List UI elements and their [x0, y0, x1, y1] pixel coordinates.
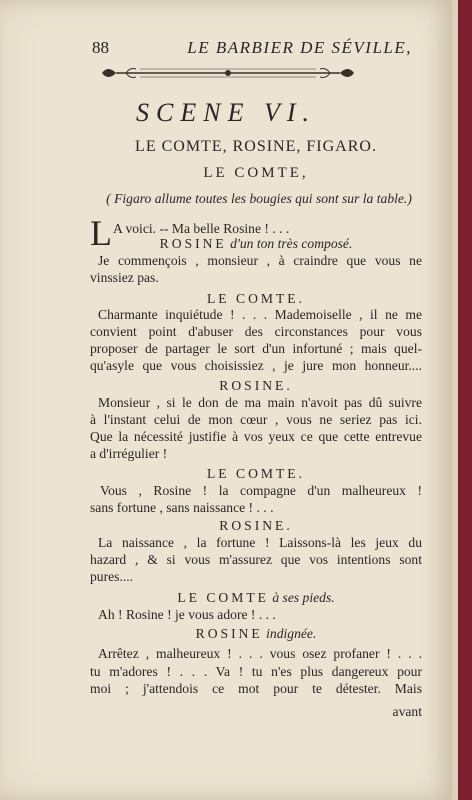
cast-line: LE COMTE, ROSINE, FIGARO. — [135, 138, 377, 155]
catchword: avant — [392, 704, 422, 719]
speaker-name: ROSINE — [195, 626, 263, 641]
speaker-le-comte: LE COMTE, — [203, 165, 309, 181]
dialogue-line: La naissance , la fortune ! Laissons-là les jeux du — [98, 535, 422, 550]
dialogue-line: qu'asyle que vous choisissiez , je jure mon honneur.... — [90, 358, 422, 373]
running-title: LE BARBIER DE SÉVILLE, — [187, 38, 412, 57]
speaker-le-comte: LE COMTE. — [207, 291, 305, 306]
ornament-rule — [100, 64, 356, 82]
speaker-le-comte — [90, 589, 422, 606]
dialogue-line: Que la nécessité justifie à vos yeux ce que cette entrevue — [90, 429, 422, 444]
stage-direction: d'un ton très composé. — [230, 236, 353, 251]
drop-cap: L — [90, 213, 112, 253]
page-header — [92, 38, 412, 58]
binding-cloth — [458, 0, 472, 800]
scene-title: SCENE VI. — [136, 98, 316, 127]
dialogue-line: Charmante inquiétude ! . . . Mademoiselle , il ne me — [98, 307, 422, 322]
dialogue-line: convient point d'abuser des circonstances pour vous — [90, 324, 422, 339]
dialogue-line: à l'instant celui de mon cœur , vous ne seriez pas ici. — [90, 412, 422, 427]
dialogue-line: Arrêtez , malheureux ! . . . vous osez profaner ! . . . — [98, 646, 422, 661]
speaker-rosine — [90, 625, 422, 642]
dialogue-line: vinssiez pas. — [90, 270, 159, 285]
dialogue-line: moi ; j'attendois ce mot pour te détester. Mais — [90, 681, 422, 696]
dialogue-line: sans fortune , sans naissance ! . . . — [90, 500, 274, 515]
dialogue-line: pures.... — [90, 569, 134, 584]
stage-direction: indignée. — [266, 626, 317, 641]
dialogue-line: a d'irrégulier ! — [90, 446, 168, 461]
speaker-name: ROSINE — [159, 236, 227, 251]
dialogue-line: Monsieur , si le don de ma main n'avoit pas dû suivre — [98, 395, 422, 410]
dialogue-line: Vous , Rosine ! la compagne d'un malheureux ! — [100, 483, 422, 498]
dialogue-line: proposer de partager le sort d'un infortuné ; mais quel- — [90, 341, 422, 356]
dialogue-line: Ah ! Rosine ! je vous adore ! . . . — [98, 607, 276, 622]
dialogue-line: tu m'adores ! . . . Va ! tu n'es plus dangereux pour — [90, 664, 422, 679]
speaker-rosine: ROSINE. — [219, 518, 293, 533]
dialogue-text: A voici. -- Ma belle Rosine ! . . . — [113, 221, 290, 236]
dialogue-line: hazard , & si vous m'assurez que vos intentions sont — [90, 552, 422, 567]
stage-direction: ( Figaro allume toutes les bougies qui sont sur la table.) — [106, 191, 412, 206]
dialogue-line: Je commençois , monsieur , à craindre que vous ne — [98, 253, 422, 268]
speaker-name: LE COMTE — [177, 590, 269, 605]
speaker-rosine — [90, 235, 422, 252]
page-number: 88 — [92, 38, 109, 57]
stage-direction: à ses pieds. — [272, 590, 335, 605]
speaker-le-comte: LE COMTE. — [207, 466, 305, 481]
speaker-rosine: ROSINE. — [219, 378, 293, 393]
